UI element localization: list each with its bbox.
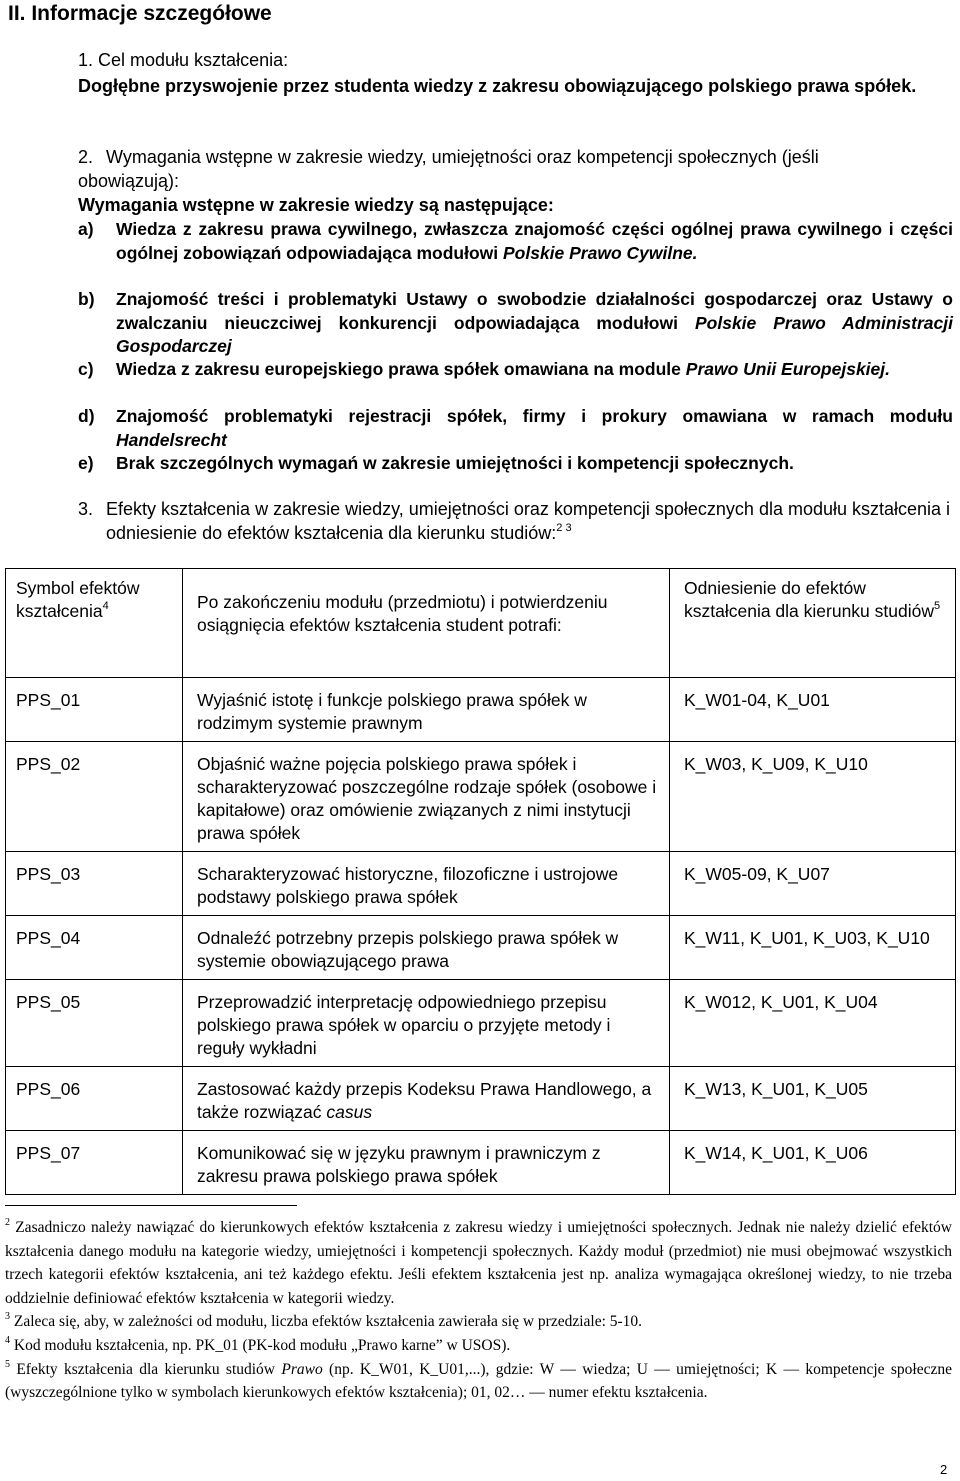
requirement-text: Znajomość problematyki rejestracji spółek, firmy i prokury omawiana w ramach modułu — [116, 406, 953, 426]
table-row — [6, 980, 956, 1067]
requirement-c — [78, 358, 953, 382]
symbol-cell: PPS_03 — [6, 852, 183, 916]
reference-cell: K_W14, K_U01, K_U06 — [670, 1131, 956, 1195]
requirement-text: Wiedza z zakresu europejskiego prawa spółek omawiana na module — [116, 359, 681, 379]
effect-cell: Odnaleźć potrzebny przepis polskiego prawa spółek w systemie obowiązującego prawa — [183, 916, 670, 980]
effect-cell: Przeprowadzić interpretację odpowiedniego przepisu polskiego prawa spółek w oparciu o przyjęte metody i reguły wykładni — [183, 980, 670, 1067]
symbol-cell: PPS_04 — [6, 916, 183, 980]
footnote-ref: 4 — [102, 600, 109, 612]
header-symbol: Symbol efektów kształcenia$^4$ — [6, 569, 183, 678]
item1-body: Dogłębne przyswojenie przez studenta wiedzy z zakresu obowiązującego polskiego prawa spółek. — [78, 76, 917, 96]
requirement-module: Prawo Unii Europejskiej. — [685, 359, 890, 379]
symbol-cell: PPS_05 — [6, 980, 183, 1067]
reference-cell: K_W05-09, K_U07 — [670, 852, 956, 916]
requirement-label: c) — [78, 359, 94, 379]
requirement-e — [78, 452, 953, 476]
requirement-text: Brak szczególnych wymagań w zakresie umiejętności i kompetencji społecznych. — [116, 453, 794, 473]
item2-text: Wymagania wstępne w zakresie wiedzy, umiejętności oraz kompetencji społecznych (jeśli — [106, 147, 819, 167]
requirement-module: Handelsrecht — [116, 429, 227, 450]
footnotes — [5, 1216, 952, 1405]
effect-cell: Wyjaśnić istotę i funkcje polskiego prawa spółek w rodzimym systemie prawnym — [183, 678, 670, 742]
effect-cell: Komunikować się w języku prawnym i prawniczym z zakresu prawa polskiego prawa spółek — [183, 1131, 670, 1195]
effect-cell: Objaśnić ważne pojęcia polskiego prawa spółek i scharakteryzować poszczególne rodzaje spółek (osobowe i kapitałowe) oraz omówienie związanych z nimi instytucji prawa spółek — [183, 742, 670, 852]
requirement-module: Polskie Prawo Administracji Gospodarczej — [116, 312, 953, 356]
effect-cell: Scharakteryzować historyczne, filozoficzne i ustrojowe podstawy polskiego prawa spółek — [183, 852, 670, 916]
table-row — [6, 916, 956, 980]
item2-text-cont: obowiązują): — [78, 171, 180, 191]
learning-outcomes-table — [5, 568, 956, 1195]
footnote-2: $^2$ Zasadniczo należy nawiązać do kierunkowych efektów kształcenia z zakresu wiedzy i umiejętności społecznych. Jednak nie należy dzielić efektów kształcenia danego modułu na kategorie wiedzy, umiejętności i kompetencji społecznych. Każdy moduł (przedmiot) nie musi obejmować wszystkich trzech kategorii efektów kształcenia, ani też każdego efektu. Jeśli efektem kształcenia jest np. analiza wymagająca określonej wiedzy, to nie trzeba oddzielnie definiować efektów kształcenia w kategorii wiedzy. — [5, 1217, 952, 1307]
table-row — [6, 1131, 956, 1195]
item3-footnote-refs: 2 3 — [556, 522, 572, 534]
effect-cell: Zastosować każdy przepis Kodeksu Prawa Handlowego, a także rozwiązać casus — [183, 1067, 670, 1131]
footnote-separator — [5, 1205, 297, 1206]
footnote-3: $^3$ Zaleca się, aby, w zależności od modułu, liczba efektów kształcenia zawierała się w przedziale: 5-10. — [5, 1311, 643, 1331]
table-row — [6, 678, 956, 742]
item3-text: Efekty kształcenia w zakresie wiedzy, umiejętności oraz kompetencji społecznych dla modułu kształcenia i odniesienie do efektów kształcenia dla kierunku studiów: — [106, 499, 951, 543]
reference-cell: K_W01-04, K_U01 — [670, 678, 956, 742]
footnote-ref: 5 — [934, 600, 941, 612]
item3 — [78, 497, 953, 545]
symbol-cell: PPS_01 — [6, 678, 183, 742]
table-row — [6, 1067, 956, 1131]
header-effect: Po zakończeniu modułu (przedmiotu) i potwierdzeniu osiągnięcia efektów kształcenia student potrafi: — [183, 569, 670, 678]
table-row — [6, 852, 956, 916]
requirement-a — [78, 218, 953, 265]
requirements-subheading: Wymagania wstępne w zakresie wiedzy są następujące: — [78, 195, 554, 215]
reference-cell: K_W13, K_U01, K_U05 — [670, 1067, 956, 1131]
page-number: 2 — [940, 1462, 948, 1477]
effect-italic: casus — [326, 1102, 373, 1122]
requirement-label: d) — [78, 406, 95, 426]
requirement-label: a) — [78, 219, 94, 239]
requirement-text: Znajomość treści i problematyki Ustawy o swobodzie działalności gospodarczej oraz Ustawy o zwalczaniu nieuczciwej konkurencji odpowiadająca modułowi — [116, 289, 953, 333]
reference-cell: K_W03, K_U09, K_U10 — [670, 742, 956, 852]
item2-number: 2. — [78, 147, 94, 167]
requirement-module: Polskie Prawo Cywilne. — [502, 242, 698, 263]
symbol-cell: PPS_06 — [6, 1067, 183, 1131]
requirement-b — [78, 288, 953, 359]
symbol-cell: PPS_07 — [6, 1131, 183, 1195]
table-row — [6, 742, 956, 852]
item3-number: 3. — [78, 499, 94, 519]
symbol-cell: PPS_02 — [6, 742, 183, 852]
requirement-label: e) — [78, 453, 94, 473]
section-title: II. Informacje szczegółowe — [8, 2, 272, 25]
requirement-d — [78, 405, 953, 452]
table-header-row — [6, 569, 956, 678]
footnote-4: $^4$ Kod modułu kształcenia, np. PK_01 (PK-kod modułu „Prawo karne” w USOS). — [5, 1334, 511, 1354]
requirement-label: b) — [78, 289, 95, 309]
header-reference: Odniesienie do efektów kształcenia dla kierunku studiów$^5$ — [670, 569, 956, 678]
footnote-5: $^5$ Efekty kształcenia dla kierunku studiów Prawo (np. K_W01, K_U01,...), gdzie: W — wiedza; U — umiejętności; K — kompetencje społeczne (wyszczególnione tylko w symbolach kierunkowych efektów kształcenia); 01, 02… — numer efektu kształcenia. — [5, 1358, 952, 1402]
reference-cell: K_W11, K_U01, K_U03, K_U10 — [670, 916, 956, 980]
reference-cell: K_W012, K_U01, K_U04 — [670, 980, 956, 1067]
item1-heading: 1. Cel modułu kształcenia: — [78, 50, 289, 70]
item2 — [78, 145, 953, 191]
requirement-text: Wiedza z zakresu prawa cywilnego, zwłaszcza znajomość części ogólnej prawa cywilnego i części ogólnej zobowiązań odpowiadająca modułowi — [116, 219, 953, 263]
